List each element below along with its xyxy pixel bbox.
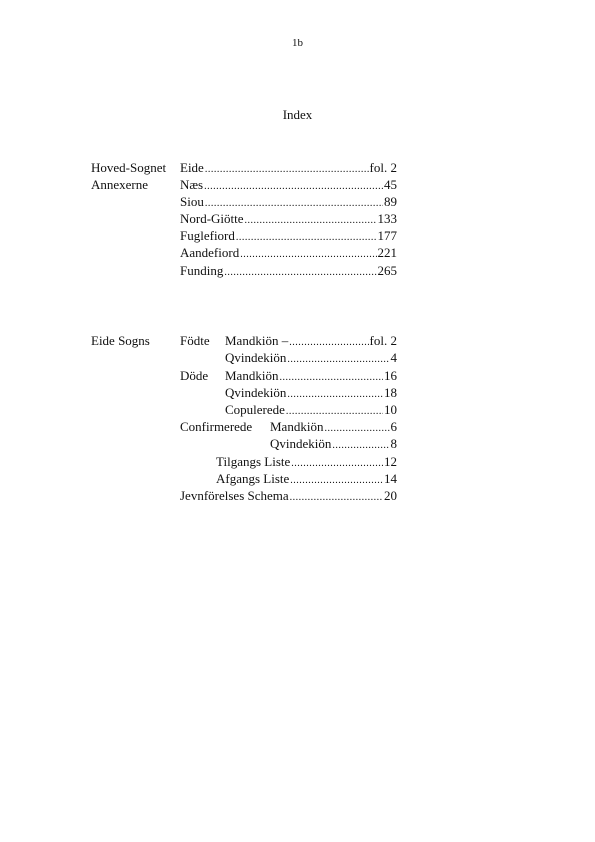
page-title: Index <box>282 107 313 122</box>
index-row <box>91 176 397 193</box>
index-row <box>180 418 397 435</box>
entry-page: 14 <box>384 471 397 486</box>
index-entry <box>225 349 397 368</box>
dode-label: Döde <box>180 368 209 383</box>
entry-page: fol. 2 <box>369 333 397 348</box>
entry-page: 16 <box>384 368 397 383</box>
entry-text: Qvindekiön <box>270 436 332 451</box>
annexerne-label: Annexerne <box>91 177 149 192</box>
entry-page: 10 <box>384 402 397 417</box>
entry-page: 20 <box>384 488 397 503</box>
index-row <box>180 193 397 210</box>
entry-text: Eide <box>180 160 204 175</box>
leader-dots <box>290 489 383 506</box>
entry-text: Siou <box>180 194 204 209</box>
entry-page: 6 <box>390 419 397 434</box>
entry-page: 133 <box>377 211 397 226</box>
entry-text: Mandkiön <box>225 368 279 383</box>
index-entry <box>180 487 397 506</box>
entry-page: 89 <box>384 194 397 209</box>
confirmerede-label: Confirmerede <box>180 419 253 434</box>
page-number: 1b <box>292 37 303 49</box>
index-row <box>180 227 397 244</box>
entry-text: Qvindekiön <box>225 385 287 400</box>
entry-text: Næs <box>180 177 204 192</box>
index-entry <box>180 262 397 281</box>
entry-text: Fuglefiord <box>180 228 235 243</box>
entry-text: Afgangs Liste <box>216 471 290 486</box>
entry-text: Copulerede <box>225 402 285 417</box>
entry-text: Tilgangs Liste <box>216 454 291 469</box>
index-row <box>225 401 397 418</box>
leader-dots <box>332 437 389 454</box>
index-row <box>91 332 397 349</box>
index-row <box>216 470 397 487</box>
entry-text: Mandkiön <box>270 419 324 434</box>
leader-dots <box>287 351 389 368</box>
entry-text: Qvindekiön <box>225 350 287 365</box>
entry-text: Funding <box>180 263 224 278</box>
index-row <box>91 159 397 176</box>
index-row <box>180 244 397 261</box>
entry-page: 18 <box>384 385 397 400</box>
index-row <box>270 435 397 452</box>
eide-sogns-label: Eide Sogns <box>91 333 150 348</box>
index-row <box>216 453 397 470</box>
leader-dots <box>240 246 376 263</box>
index-entry <box>270 435 397 454</box>
index-row <box>180 210 397 227</box>
entry-page: 221 <box>377 245 397 260</box>
index-row <box>180 487 397 504</box>
entry-page: fol. 2 <box>369 160 397 175</box>
fodte-label: Födte <box>180 333 210 348</box>
entry-page: 8 <box>390 436 397 451</box>
leader-dots <box>224 264 376 281</box>
index-row <box>180 262 397 279</box>
index-row <box>225 384 397 401</box>
entry-page: 177 <box>377 228 397 243</box>
entry-page: 4 <box>390 350 397 365</box>
entry-page: 45 <box>384 177 397 192</box>
index-row <box>225 349 397 366</box>
entry-text: Nord-Giötte <box>180 211 244 226</box>
entry-page: 12 <box>384 454 397 469</box>
entry-text: Mandkiön – <box>225 333 289 348</box>
entry-page: 265 <box>377 263 397 278</box>
index-entry <box>180 244 397 263</box>
entry-text: Jevnförelses Schema <box>180 488 289 503</box>
index-row <box>180 367 397 384</box>
entry-text: Aandefiord <box>180 245 240 260</box>
hoved-sognet-label: Hoved-Sognet <box>91 160 167 175</box>
